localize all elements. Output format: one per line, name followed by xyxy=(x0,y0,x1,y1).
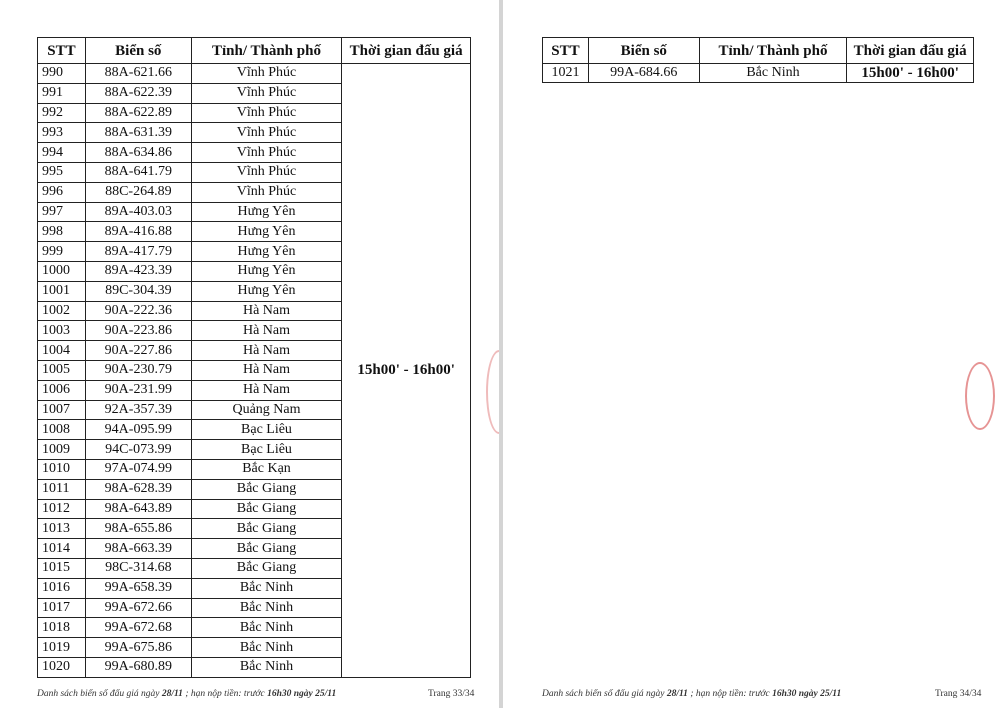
document-page-right xyxy=(503,0,1000,708)
cell-bien-so: 99A-675.86 xyxy=(85,638,191,658)
cell-stt: 1006 xyxy=(38,380,86,400)
cell-stt: 1000 xyxy=(38,261,86,281)
table-row xyxy=(38,64,471,84)
cell-bien-so: 89C-304.39 xyxy=(85,281,191,301)
cell-tinh: Hưng Yên xyxy=(191,222,342,242)
cell-bien-so: 99A-672.68 xyxy=(85,618,191,638)
cell-bien-so: 89A-417.79 xyxy=(85,242,191,262)
cell-tinh: Vĩnh Phúc xyxy=(191,123,342,143)
cell-tinh: Hà Nam xyxy=(191,341,342,361)
footer-note-left xyxy=(37,689,336,699)
footer-prefix: Danh sách biển số đấu giá ngày xyxy=(542,689,667,699)
cell-stt: 991 xyxy=(38,83,86,103)
cell-stt: 1018 xyxy=(38,618,86,638)
footer-date: 28/11 xyxy=(161,689,183,699)
cell-stt: 1009 xyxy=(38,440,86,460)
footer-deadline: 16h30 ngày 25/11 xyxy=(772,689,842,699)
cell-tinh: Vĩnh Phúc xyxy=(191,182,342,202)
cell-bien-so: 98A-655.86 xyxy=(85,519,191,539)
header-tinh: Tỉnh/ Thành phố xyxy=(191,38,342,64)
plates-table-right xyxy=(542,37,974,83)
cell-tinh: Quảng Nam xyxy=(191,400,342,420)
cell-tinh: Bắc Ninh xyxy=(699,64,847,83)
cell-tinh: Bắc Giang xyxy=(191,499,342,519)
plates-table-left xyxy=(37,37,471,678)
cell-bien-so: 98A-643.89 xyxy=(85,499,191,519)
cell-stt: 1019 xyxy=(38,638,86,658)
document-page-left xyxy=(0,0,499,708)
cell-tinh: Vĩnh Phúc xyxy=(191,143,342,163)
footer-mid: ; hạn nộp tiền: trước xyxy=(687,689,773,699)
cell-bien-so: 88A-622.39 xyxy=(85,83,191,103)
header-tinh: Tỉnh/ Thành phố xyxy=(699,38,847,64)
cell-bien-so: 98C-314.68 xyxy=(85,558,191,578)
cell-bien-so: 88A-641.79 xyxy=(85,162,191,182)
cell-stt: 994 xyxy=(38,143,86,163)
cell-tinh: Bắc Ninh xyxy=(191,618,342,638)
cell-bien-so: 89A-416.88 xyxy=(85,222,191,242)
cell-tinh: Bắc Ninh xyxy=(191,578,342,598)
cell-bien-so: 90A-223.86 xyxy=(85,321,191,341)
cell-tinh: Hưng Yên xyxy=(191,261,342,281)
cell-stt: 997 xyxy=(38,202,86,222)
cell-tinh: Vĩnh Phúc xyxy=(191,103,342,123)
cell-stt: 1011 xyxy=(38,479,86,499)
cell-tinh: Vĩnh Phúc xyxy=(191,64,342,84)
cell-stt: 1010 xyxy=(38,459,86,479)
footer-deadline: 16h30 ngày 25/11 xyxy=(267,689,337,699)
table-row xyxy=(543,64,974,83)
cell-bien-so: 88A-634.86 xyxy=(85,143,191,163)
cell-bien-so: 99A-684.66 xyxy=(588,64,699,83)
cell-bien-so: 90A-230.79 xyxy=(85,360,191,380)
cell-stt: 1020 xyxy=(38,657,86,677)
cell-bien-so: 89A-403.03 xyxy=(85,202,191,222)
cell-tinh: Bạc Liêu xyxy=(191,420,342,440)
cell-bien-so: 90A-231.99 xyxy=(85,380,191,400)
cell-bien-so: 98A-628.39 xyxy=(85,479,191,499)
cell-stt: 1004 xyxy=(38,341,86,361)
footer-prefix: Danh sách biển số đấu giá ngày xyxy=(37,689,162,699)
cell-stt: 998 xyxy=(38,222,86,242)
cell-thoi-gian-merged: 15h00' - 16h00' xyxy=(342,64,471,678)
cell-stt: 993 xyxy=(38,123,86,143)
cell-bien-so: 88A-622.89 xyxy=(85,103,191,123)
cell-tinh: Hà Nam xyxy=(191,380,342,400)
header-thoi-gian: Thời gian đấu giá xyxy=(847,38,974,64)
cell-thoi-gian: 15h00' - 16h00' xyxy=(847,64,974,83)
cell-bien-so: 99A-658.39 xyxy=(85,578,191,598)
cell-tinh: Hà Nam xyxy=(191,360,342,380)
cell-stt: 1001 xyxy=(38,281,86,301)
cell-tinh: Bắc Giang xyxy=(191,479,342,499)
table-header-row xyxy=(38,38,471,64)
cell-stt: 995 xyxy=(38,162,86,182)
stamp-mark-right xyxy=(965,362,995,430)
cell-stt: 1017 xyxy=(38,598,86,618)
cell-bien-so: 90A-227.86 xyxy=(85,341,191,361)
cell-tinh: Hưng Yên xyxy=(191,281,342,301)
cell-tinh: Bắc Ninh xyxy=(191,657,342,677)
cell-stt: 1021 xyxy=(543,64,589,83)
cell-bien-so: 94A-095.99 xyxy=(85,420,191,440)
cell-tinh: Hà Nam xyxy=(191,301,342,321)
cell-tinh: Bạc Liêu xyxy=(191,440,342,460)
header-bien-so: Biển số xyxy=(588,38,699,64)
cell-bien-so: 94C-073.99 xyxy=(85,440,191,460)
cell-bien-so: 88A-621.66 xyxy=(85,64,191,84)
cell-tinh: Vĩnh Phúc xyxy=(191,83,342,103)
cell-bien-so: 88A-631.39 xyxy=(85,123,191,143)
cell-stt: 1014 xyxy=(38,539,86,559)
cell-tinh: Hưng Yên xyxy=(191,242,342,262)
cell-stt: 1012 xyxy=(38,499,86,519)
header-thoi-gian: Thời gian đấu giá xyxy=(342,38,471,64)
footer-note-right xyxy=(542,689,841,699)
cell-stt: 996 xyxy=(38,182,86,202)
table-body-left xyxy=(38,64,471,678)
footer-date: 28/11 xyxy=(666,689,688,699)
cell-bien-so: 99A-680.89 xyxy=(85,657,191,677)
cell-stt: 1016 xyxy=(38,578,86,598)
page-number-left: Trang 33/34 xyxy=(428,689,475,699)
cell-stt: 999 xyxy=(38,242,86,262)
cell-tinh: Bắc Ninh xyxy=(191,598,342,618)
page-number-right: Trang 34/34 xyxy=(935,689,982,699)
cell-tinh: Bắc Giang xyxy=(191,519,342,539)
footer-mid: ; hạn nộp tiền: trước xyxy=(182,689,268,699)
cell-tinh: Hưng Yên xyxy=(191,202,342,222)
table-header-row xyxy=(543,38,974,64)
cell-tinh: Bắc Giang xyxy=(191,539,342,559)
cell-stt: 1005 xyxy=(38,360,86,380)
header-stt: STT xyxy=(543,38,589,64)
cell-stt: 1007 xyxy=(38,400,86,420)
cell-tinh: Hà Nam xyxy=(191,321,342,341)
cell-tinh: Bắc Kạn xyxy=(191,459,342,479)
cell-bien-so: 99A-672.66 xyxy=(85,598,191,618)
header-bien-so: Biển số xyxy=(85,38,191,64)
cell-bien-so: 92A-357.39 xyxy=(85,400,191,420)
cell-stt: 1003 xyxy=(38,321,86,341)
cell-tinh: Bắc Giang xyxy=(191,558,342,578)
cell-bien-so: 89A-423.39 xyxy=(85,261,191,281)
cell-stt: 1008 xyxy=(38,420,86,440)
cell-tinh: Vĩnh Phúc xyxy=(191,162,342,182)
cell-stt: 1013 xyxy=(38,519,86,539)
cell-bien-so: 90A-222.36 xyxy=(85,301,191,321)
cell-stt: 1015 xyxy=(38,558,86,578)
cell-bien-so: 98A-663.39 xyxy=(85,539,191,559)
cell-stt: 1002 xyxy=(38,301,86,321)
cell-stt: 992 xyxy=(38,103,86,123)
cell-stt: 990 xyxy=(38,64,86,84)
header-stt: STT xyxy=(38,38,86,64)
cell-bien-so: 88C-264.89 xyxy=(85,182,191,202)
cell-tinh: Bắc Ninh xyxy=(191,638,342,658)
cell-bien-so: 97A-074.99 xyxy=(85,459,191,479)
